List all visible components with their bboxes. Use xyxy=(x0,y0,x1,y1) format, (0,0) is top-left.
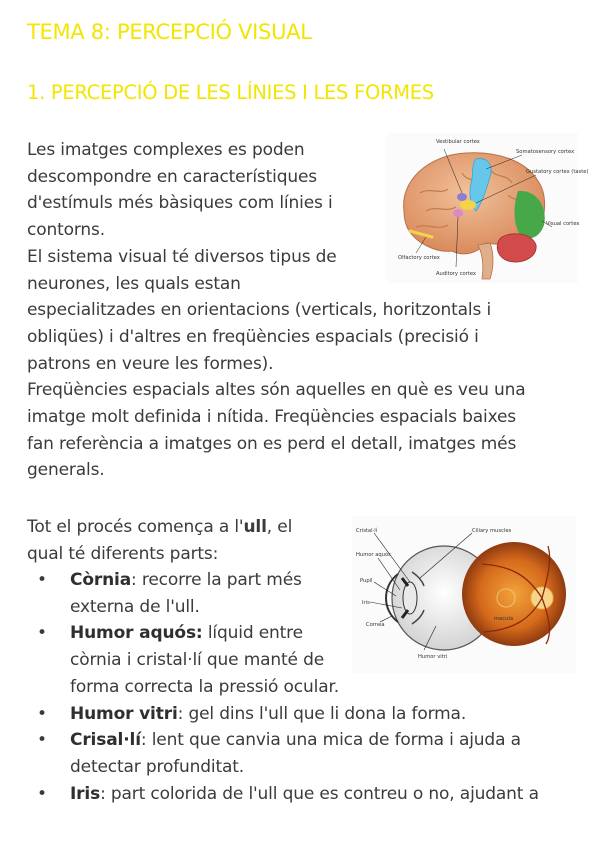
label-cornea: Cornea xyxy=(366,622,385,628)
label-olfactory: Olfactory cortex xyxy=(398,255,440,261)
text-line xyxy=(70,701,567,728)
text-line: especialitzades en orientacions (verticals, horitzontals i xyxy=(27,300,492,321)
text-line: neurones, les quals estan xyxy=(27,273,241,294)
text-line: obliqües) i d'altres en freqüències espacials (precisió i xyxy=(27,326,479,347)
brain-diagram-svg xyxy=(386,133,589,283)
vestibular-region xyxy=(457,193,467,201)
label-ciliary: Ciliary muscles xyxy=(472,528,512,534)
text-line: Les imatges complexes es poden xyxy=(27,140,305,160)
text-line: descompondre en característiques xyxy=(27,166,317,187)
part-description: : recorre la part més xyxy=(131,570,302,590)
label-pupil: Pupil xyxy=(360,578,373,584)
text-line xyxy=(70,727,567,754)
label-humor-aquos: Humor aquós xyxy=(356,552,391,558)
text-line: còrnia i cristal·lí que manté de xyxy=(70,650,325,671)
label-iris: Iris xyxy=(362,600,370,606)
part-description: líquid entre xyxy=(202,623,303,644)
text-line: forma correcta la pressió ocular. xyxy=(70,676,340,697)
label-visual: Visual cortex xyxy=(546,221,580,227)
brainstem-shape xyxy=(478,243,493,279)
bullet-icon: • xyxy=(37,623,47,644)
text-line: detectar profunditat. xyxy=(70,756,245,777)
label-somatosensory: Somatosensory cortex xyxy=(516,149,575,155)
part-description: : gel dins l'ull que li dona la forma. xyxy=(177,703,467,724)
part-term: Còrnia xyxy=(70,570,132,590)
text-line: qual té diferents parts: xyxy=(27,543,219,564)
bullet-icon: • xyxy=(37,730,47,751)
gustatory-region xyxy=(460,200,476,210)
text-line: externa de l'ull. xyxy=(70,596,200,617)
part-description: : part colorida de l'ull que es contreu o no, ajudant a xyxy=(100,783,539,804)
text-line: El sistema visual té diversos tipus de xyxy=(27,246,337,267)
bullet-icon: • xyxy=(37,783,47,804)
text-line: d'estímuls més bàsiques com línies i xyxy=(27,193,333,214)
brain-illustration xyxy=(386,133,589,283)
eye-term: ull xyxy=(243,517,267,537)
auditory-region xyxy=(453,209,463,217)
part-term: Iris xyxy=(70,783,101,804)
text-line: generals. xyxy=(27,460,105,481)
label-humor-vitri: Humor vitri xyxy=(418,654,448,660)
label-cristal: Cristal·lí xyxy=(356,528,378,534)
label-vestibular: Vestibular cortex xyxy=(436,139,480,145)
list-item xyxy=(27,781,567,808)
eye-illustration xyxy=(352,516,576,673)
text-line: Freqüències espacials altes són aquelles en què es veu una xyxy=(27,380,526,401)
text-segment: , el xyxy=(266,517,293,537)
part-term: Humor vitri xyxy=(70,703,178,724)
text-line: patrons en veure les formes). xyxy=(27,353,274,374)
section-title: 1. PERCEPCIÓ DE LES LÍNIES I LES FORMES xyxy=(27,81,434,104)
bullet-icon: • xyxy=(37,703,47,724)
text-segment: Tot el procés comença a l' xyxy=(27,517,244,537)
lens-shape xyxy=(403,582,417,614)
list-item xyxy=(27,701,567,728)
label-auditory: Auditory cortex xyxy=(436,271,476,277)
label-gustatory: Gustatory cortex (taste) xyxy=(526,169,589,175)
cerebellum-shape xyxy=(497,234,536,262)
bullet-icon: • xyxy=(37,570,47,590)
eye-diagram-svg xyxy=(352,516,576,673)
part-description: : lent que canvia una mica de forma i ajuda a xyxy=(140,730,521,751)
part-term: Humor aquós: xyxy=(70,623,203,644)
label-macula: macula xyxy=(494,616,513,622)
list-item xyxy=(27,727,567,780)
text-line: imatge molt definida i nítida. Freqüències espacials baixes xyxy=(27,407,517,428)
text-line: fan referència a imatges on es perd el detall, imatges més xyxy=(27,433,517,454)
page-title: TEMA 8: PERCEPCIÓ VISUAL xyxy=(27,20,312,44)
text-line: contorns. xyxy=(27,220,105,241)
part-term: Crisal·lí xyxy=(70,730,141,751)
text-line xyxy=(70,781,567,808)
